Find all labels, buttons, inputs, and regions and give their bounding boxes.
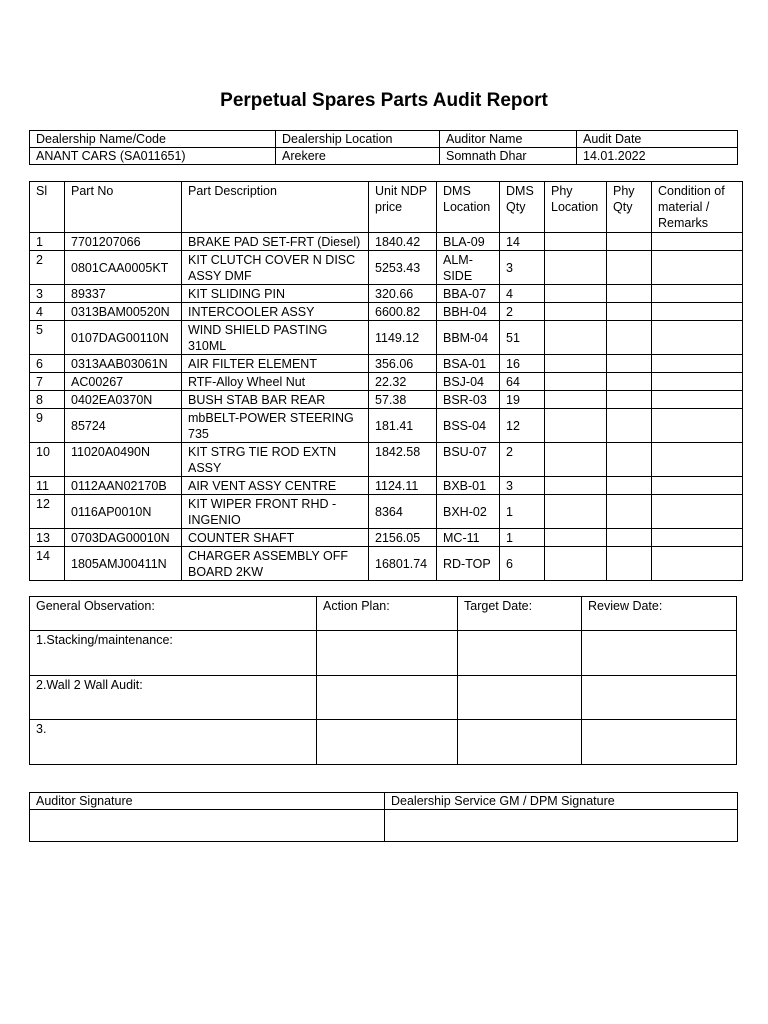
table-row — [30, 495, 743, 529]
part-description: WIND SHIELD PASTING 310ML — [182, 321, 369, 355]
table-row — [30, 303, 743, 321]
observation-row — [30, 720, 737, 765]
table-row — [30, 233, 743, 251]
phy-location — [545, 391, 607, 409]
table-row — [30, 409, 743, 443]
part-number: AC00267 — [65, 373, 182, 391]
part-number: 0116AP0010N — [65, 495, 182, 529]
dealership-gm-signature-label: Dealership Service GM / DPM Signature — [385, 793, 738, 810]
part-sl: 4 — [30, 303, 65, 321]
phy-location — [545, 477, 607, 495]
part-description: BRAKE PAD SET-FRT (Diesel) — [182, 233, 369, 251]
table-row — [30, 547, 743, 581]
signature-boxes-row — [30, 810, 738, 842]
table-row — [30, 477, 743, 495]
col-header-unit-ndp-price: Unit NDP price — [369, 182, 437, 233]
phy-qty — [607, 321, 652, 355]
phy-qty — [607, 529, 652, 547]
dms-location: BSR-03 — [437, 391, 500, 409]
signature-table — [29, 792, 738, 842]
parts-table-body — [30, 233, 743, 581]
dms-qty: 4 — [500, 285, 545, 303]
parts-table-header — [30, 182, 743, 233]
table-row — [30, 529, 743, 547]
phy-location — [545, 251, 607, 285]
dms-location: BXH-02 — [437, 495, 500, 529]
part-number: 0402EA0370N — [65, 391, 182, 409]
col-header-phy-qty: Phy Qty — [607, 182, 652, 233]
parts-table — [29, 181, 743, 581]
auditor-signature-label: Auditor Signature — [30, 793, 385, 810]
col-header-phy-location: Phy Location — [545, 182, 607, 233]
phy-location — [545, 233, 607, 251]
part-description: mbBELT-POWER STEERING 735 — [182, 409, 369, 443]
unit-ndp-price: 1840.42 — [369, 233, 437, 251]
observation-row — [30, 631, 737, 676]
phy-qty — [607, 233, 652, 251]
dealership-name-value: ANANT CARS (SA011651) — [30, 148, 276, 165]
phy-location — [545, 355, 607, 373]
dms-qty: 19 — [500, 391, 545, 409]
phy-location — [545, 529, 607, 547]
audit-date-value: 14.01.2022 — [577, 148, 738, 165]
part-number: 0107DAG00110N — [65, 321, 182, 355]
phy-location — [545, 547, 607, 581]
target-date-header: Target Date: — [458, 597, 582, 631]
part-sl: 7 — [30, 373, 65, 391]
phy-qty — [607, 409, 652, 443]
part-description: BUSH STAB BAR REAR — [182, 391, 369, 409]
phy-location — [545, 409, 607, 443]
phy-qty — [607, 285, 652, 303]
phy-location — [545, 373, 607, 391]
table-row — [30, 391, 743, 409]
review-date-header: Review Date: — [582, 597, 737, 631]
action-plan-cell — [317, 631, 458, 676]
dealership-name-label: Dealership Name/Code — [30, 131, 276, 148]
target-date-cell — [458, 676, 582, 720]
part-description: INTERCOOLER ASSY — [182, 303, 369, 321]
part-number: 0313BAM00520N — [65, 303, 182, 321]
dms-qty: 2 — [500, 303, 545, 321]
part-description: AIR VENT ASSY CENTRE — [182, 477, 369, 495]
dealership-location-label: Dealership Location — [276, 131, 440, 148]
phy-qty — [607, 495, 652, 529]
phy-qty — [607, 477, 652, 495]
part-sl: 13 — [30, 529, 65, 547]
dms-location: BSU-07 — [437, 443, 500, 477]
table-row — [30, 443, 743, 477]
auditor-name-label: Auditor Name — [440, 131, 577, 148]
dms-location: RD-TOP — [437, 547, 500, 581]
report-title: Perpetual Spares Parts Audit Report — [220, 90, 548, 111]
dms-qty: 2 — [500, 443, 545, 477]
unit-ndp-price: 57.38 — [369, 391, 437, 409]
part-description: KIT SLIDING PIN — [182, 285, 369, 303]
phy-qty — [607, 547, 652, 581]
action-plan-cell — [317, 676, 458, 720]
part-number: 1805AMJ00411N — [65, 547, 182, 581]
dealership-info-labels-row — [30, 131, 738, 148]
dms-qty: 51 — [500, 321, 545, 355]
table-row — [30, 321, 743, 355]
condition-remarks — [652, 251, 743, 285]
part-sl: 10 — [30, 443, 65, 477]
dms-qty: 3 — [500, 251, 545, 285]
dms-location: ALM-SIDE — [437, 251, 500, 285]
part-description: AIR FILTER ELEMENT — [182, 355, 369, 373]
phy-qty — [607, 251, 652, 285]
dealership-gm-signature-box — [385, 810, 738, 842]
part-description: KIT WIPER FRONT RHD - INGENIO — [182, 495, 369, 529]
dms-qty: 6 — [500, 547, 545, 581]
condition-remarks — [652, 233, 743, 251]
unit-ndp-price: 8364 — [369, 495, 437, 529]
col-header-condition-remarks: Condition of material / Remarks — [652, 182, 743, 233]
unit-ndp-price: 1124.11 — [369, 477, 437, 495]
col-header-dms-location: DMS Location — [437, 182, 500, 233]
dms-location: BBH-04 — [437, 303, 500, 321]
observations-header-row — [30, 597, 737, 631]
part-number: 0801CAA0005KT — [65, 251, 182, 285]
review-date-cell — [582, 676, 737, 720]
dms-qty: 16 — [500, 355, 545, 373]
phy-location — [545, 495, 607, 529]
dms-location: BXB-01 — [437, 477, 500, 495]
phy-qty — [607, 355, 652, 373]
observation-row — [30, 676, 737, 720]
audit-date-label: Audit Date — [577, 131, 738, 148]
phy-qty — [607, 303, 652, 321]
table-row — [30, 251, 743, 285]
table-row — [30, 355, 743, 373]
unit-ndp-price: 22.32 — [369, 373, 437, 391]
unit-ndp-price: 6600.82 — [369, 303, 437, 321]
part-sl: 9 — [30, 409, 65, 443]
dms-qty: 3 — [500, 477, 545, 495]
phy-location — [545, 303, 607, 321]
condition-remarks — [652, 529, 743, 547]
table-row — [30, 373, 743, 391]
part-number: 0703DAG00010N — [65, 529, 182, 547]
observation-item-2: 2.Wall 2 Wall Audit: — [30, 676, 317, 720]
phy-qty — [607, 373, 652, 391]
part-description: RTF-Alloy Wheel Nut — [182, 373, 369, 391]
part-sl: 5 — [30, 321, 65, 355]
part-number: 7701207066 — [65, 233, 182, 251]
part-number: 85724 — [65, 409, 182, 443]
table-row — [30, 285, 743, 303]
dms-qty: 14 — [500, 233, 545, 251]
action-plan-cell — [317, 720, 458, 765]
review-date-cell — [582, 720, 737, 765]
phy-qty — [607, 391, 652, 409]
observation-item-1: 1.Stacking/maintenance: — [30, 631, 317, 676]
dms-qty: 1 — [500, 529, 545, 547]
dms-location: BSS-04 — [437, 409, 500, 443]
phy-location — [545, 443, 607, 477]
condition-remarks — [652, 285, 743, 303]
auditor-name-value: Somnath Dhar — [440, 148, 577, 165]
part-sl: 14 — [30, 547, 65, 581]
dms-location: BBA-07 — [437, 285, 500, 303]
dms-qty: 1 — [500, 495, 545, 529]
condition-remarks — [652, 373, 743, 391]
unit-ndp-price: 2156.05 — [369, 529, 437, 547]
unit-ndp-price: 320.66 — [369, 285, 437, 303]
unit-ndp-price: 356.06 — [369, 355, 437, 373]
part-sl: 3 — [30, 285, 65, 303]
unit-ndp-price: 5253.43 — [369, 251, 437, 285]
condition-remarks — [652, 477, 743, 495]
auditor-signature-box — [30, 810, 385, 842]
part-description: KIT STRG TIE ROD EXTN ASSY — [182, 443, 369, 477]
col-header-dms-qty: DMS Qty — [500, 182, 545, 233]
part-description: CHARGER ASSEMBLY OFF BOARD 2KW — [182, 547, 369, 581]
dealership-location-value: Arekere — [276, 148, 440, 165]
part-sl: 12 — [30, 495, 65, 529]
part-sl: 8 — [30, 391, 65, 409]
part-sl: 1 — [30, 233, 65, 251]
part-number: 11020A0490N — [65, 443, 182, 477]
unit-ndp-price: 1842.58 — [369, 443, 437, 477]
part-description: COUNTER SHAFT — [182, 529, 369, 547]
condition-remarks — [652, 391, 743, 409]
dms-qty: 64 — [500, 373, 545, 391]
dealership-info-table — [29, 130, 738, 165]
part-sl: 6 — [30, 355, 65, 373]
condition-remarks — [652, 303, 743, 321]
review-date-cell — [582, 631, 737, 676]
part-sl: 2 — [30, 251, 65, 285]
dms-location: BLA-09 — [437, 233, 500, 251]
unit-ndp-price: 16801.74 — [369, 547, 437, 581]
unit-ndp-price: 1149.12 — [369, 321, 437, 355]
col-header-part-no: Part No — [65, 182, 182, 233]
signature-labels-row — [30, 793, 738, 810]
target-date-cell — [458, 631, 582, 676]
part-number: 0112AAN02170B — [65, 477, 182, 495]
condition-remarks — [652, 321, 743, 355]
part-sl: 11 — [30, 477, 65, 495]
phy-location — [545, 285, 607, 303]
phy-location — [545, 321, 607, 355]
condition-remarks — [652, 547, 743, 581]
target-date-cell — [458, 720, 582, 765]
phy-qty — [607, 443, 652, 477]
part-description: KIT CLUTCH COVER N DISC ASSY DMF — [182, 251, 369, 285]
dealership-info-values-row — [30, 148, 738, 165]
condition-remarks — [652, 443, 743, 477]
dms-location: MC-11 — [437, 529, 500, 547]
col-header-sl: Sl — [30, 182, 65, 233]
col-header-part-description: Part Description — [182, 182, 369, 233]
condition-remarks — [652, 495, 743, 529]
dms-qty: 12 — [500, 409, 545, 443]
condition-remarks — [652, 409, 743, 443]
observations-table — [29, 596, 737, 765]
general-observation-header: General Observation: — [30, 597, 317, 631]
part-number: 89337 — [65, 285, 182, 303]
dms-location: BBM-04 — [437, 321, 500, 355]
observation-item-3: 3. — [30, 720, 317, 765]
condition-remarks — [652, 355, 743, 373]
part-number: 0313AAB03061N — [65, 355, 182, 373]
action-plan-header: Action Plan: — [317, 597, 458, 631]
dms-location: BSA-01 — [437, 355, 500, 373]
unit-ndp-price: 181.41 — [369, 409, 437, 443]
dms-location: BSJ-04 — [437, 373, 500, 391]
